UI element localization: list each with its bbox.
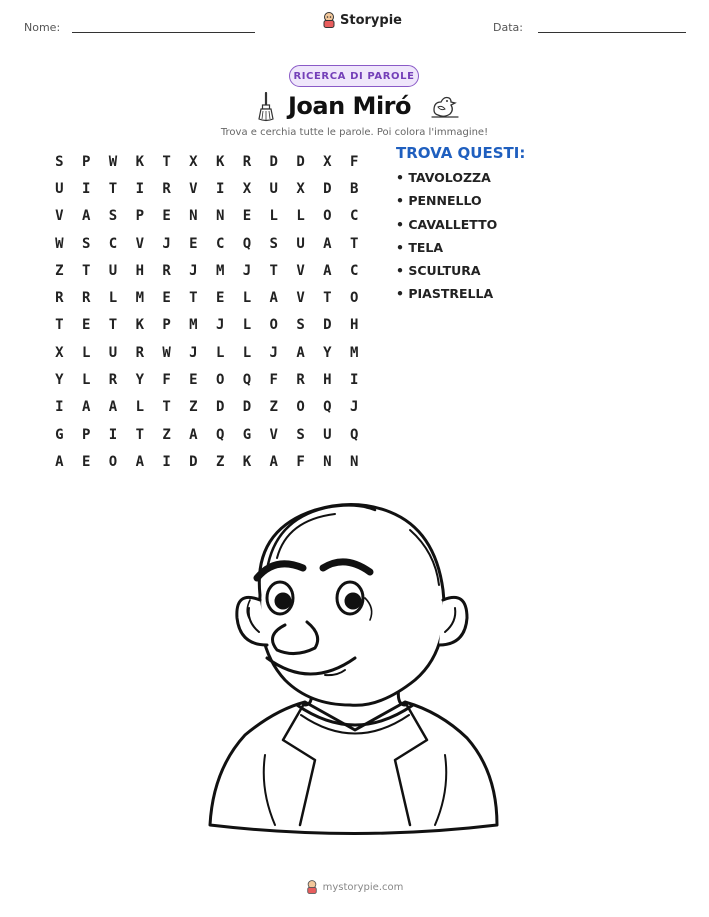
grid-cell[interactable]: X: [242, 180, 252, 197]
grid-cell[interactable]: V: [296, 290, 305, 307]
grid-cell[interactable]: I: [55, 399, 64, 416]
grid-cell[interactable]: N: [323, 453, 332, 470]
activity-badge: RICERCA DI PAROLE: [289, 65, 419, 87]
grid-cell[interactable]: F: [349, 153, 359, 170]
grid-cell[interactable]: O: [349, 290, 359, 307]
grid-cell[interactable]: A: [108, 399, 118, 416]
grid-cell[interactable]: R: [242, 153, 252, 170]
grid-cell[interactable]: T: [108, 317, 118, 334]
grid-cell[interactable]: Y: [323, 344, 332, 361]
name-field[interactable]: [72, 32, 255, 33]
grid-cell[interactable]: A: [135, 453, 144, 470]
grid-cell[interactable]: R: [108, 372, 118, 389]
grid-cell[interactable]: R: [81, 290, 91, 307]
name-label: Nome:: [24, 21, 61, 34]
grid-cell[interactable]: B: [349, 180, 359, 197]
grid-cell[interactable]: Z: [269, 399, 278, 416]
instructions: Trova e cerchia tutte le parole. Poi colora l'immagine!: [220, 127, 489, 138]
title-row: [0, 92, 709, 124]
grid-cell[interactable]: K: [135, 153, 144, 170]
word-item: • SCULTURA: [396, 263, 481, 279]
grid-cell[interactable]: U: [323, 426, 332, 443]
grid-cell[interactable]: U: [296, 235, 305, 252]
grid-cell[interactable]: A: [81, 399, 91, 416]
grid-cell[interactable]: O: [269, 317, 278, 334]
grid-cell[interactable]: V: [296, 262, 305, 279]
grid-cell[interactable]: X: [189, 153, 198, 170]
grid-cell[interactable]: R: [296, 372, 305, 389]
paintbrush-icon: [255, 92, 277, 122]
grid-cell[interactable]: Y: [135, 372, 144, 389]
grid-cell[interactable]: H: [135, 262, 144, 279]
grid-cell[interactable]: L: [108, 290, 118, 307]
grid-cell[interactable]: P: [81, 153, 91, 170]
grid-cell[interactable]: T: [323, 290, 332, 307]
grid-cell[interactable]: Q: [242, 372, 252, 389]
grid-cell[interactable]: L: [81, 344, 91, 361]
grid-cell[interactable]: R: [162, 262, 171, 279]
grid-cell[interactable]: O: [215, 372, 225, 389]
grid-cell[interactable]: X: [296, 180, 305, 197]
grid-cell[interactable]: U: [269, 180, 278, 197]
grid-cell[interactable]: O: [323, 208, 332, 225]
grid-cell[interactable]: K: [215, 153, 225, 170]
grid-cell[interactable]: L: [215, 344, 225, 361]
brand-logo: [322, 12, 402, 28]
grid-cell[interactable]: L: [242, 290, 252, 307]
word-item: • CAVALLETTO: [396, 216, 498, 232]
grid-cell[interactable]: V: [189, 180, 198, 197]
grid-cell[interactable]: N: [215, 208, 225, 225]
grid-cell[interactable]: W: [162, 344, 171, 361]
grid-cell[interactable]: O: [108, 453, 118, 470]
grid-cell[interactable]: D: [189, 453, 198, 470]
grid-cell[interactable]: A: [269, 290, 278, 307]
grid-cell[interactable]: S: [269, 235, 278, 252]
grid-cell[interactable]: S: [296, 426, 305, 443]
grid-cell[interactable]: S: [81, 235, 91, 252]
grid-cell[interactable]: L: [81, 372, 91, 389]
grid-cell[interactable]: E: [189, 235, 198, 252]
date-field[interactable]: [538, 32, 686, 33]
grid-cell[interactable]: J: [189, 262, 198, 279]
coloring-illustration[interactable]: [205, 490, 505, 840]
grid-cell[interactable]: F: [269, 372, 278, 389]
grid-cell[interactable]: K: [135, 317, 144, 334]
grid-cell[interactable]: Z: [189, 399, 198, 416]
grid-cell[interactable]: F: [296, 453, 305, 470]
grid-cell[interactable]: I: [162, 453, 171, 470]
grid-cell[interactable]: E: [215, 290, 225, 307]
grid-cell[interactable]: N: [349, 453, 359, 470]
grid-cell[interactable]: E: [162, 290, 171, 307]
grid-cell[interactable]: T: [162, 153, 171, 170]
grid-cell[interactable]: T: [189, 290, 198, 307]
storypie-mascot-icon: [322, 12, 336, 28]
grid-cell[interactable]: D: [323, 317, 332, 334]
grid-cell[interactable]: W: [108, 153, 118, 170]
grid-cell[interactable]: R: [55, 290, 64, 307]
grid-cell[interactable]: J: [242, 262, 252, 279]
grid-cell[interactable]: X: [323, 153, 332, 170]
word-item: • PIASTRELLA: [396, 286, 494, 302]
grid-cell[interactable]: T: [135, 426, 144, 443]
grid-cell[interactable]: A: [269, 453, 278, 470]
grid-cell[interactable]: U: [108, 262, 118, 279]
grid-cell[interactable]: R: [135, 344, 144, 361]
grid-cell[interactable]: Z: [55, 262, 64, 279]
grid-cell[interactable]: E: [162, 208, 171, 225]
grid-cell[interactable]: L: [242, 344, 252, 361]
grid-cell[interactable]: C: [215, 235, 225, 252]
footer: [0, 880, 709, 894]
grid-cell[interactable]: Z: [215, 453, 225, 470]
grid-cell[interactable]: J: [349, 399, 359, 416]
grid-cell[interactable]: Q: [323, 399, 332, 416]
word-item: • TELA: [396, 239, 444, 255]
page-title: Joan Miró: [288, 92, 411, 120]
grid-cell[interactable]: J: [269, 344, 278, 361]
grid-cell[interactable]: C: [349, 262, 359, 279]
grid-cell[interactable]: A: [189, 426, 198, 443]
grid-cell[interactable]: A: [296, 344, 305, 361]
grid-cell[interactable]: V: [55, 208, 64, 225]
footer-site-link[interactable]: mystorypie.com: [322, 881, 404, 893]
grid-cell[interactable]: I: [215, 180, 225, 197]
grid-cell[interactable]: S: [55, 153, 64, 170]
grid-cell[interactable]: D: [269, 153, 278, 170]
grid-cell[interactable]: G: [242, 426, 252, 443]
grid-cell[interactable]: L: [296, 208, 305, 225]
grid-cell[interactable]: A: [323, 235, 332, 252]
grid-cell[interactable]: K: [242, 453, 252, 470]
grid-cell[interactable]: J: [162, 235, 171, 252]
grid-cell[interactable]: J: [189, 344, 198, 361]
grid-cell[interactable]: N: [189, 208, 198, 225]
grid-cell[interactable]: I: [81, 180, 91, 197]
grid-cell[interactable]: H: [323, 372, 332, 389]
word-list-heading: TROVA QUESTI:: [396, 144, 526, 162]
grid-cell[interactable]: L: [269, 208, 278, 225]
bird-icon: [430, 94, 460, 120]
grid-cell[interactable]: J: [215, 317, 225, 334]
grid-cell[interactable]: P: [162, 317, 171, 334]
storypie-mascot-icon: [306, 880, 318, 894]
word-item: • PENNELLO: [396, 193, 482, 209]
grid-cell[interactable]: Y: [55, 372, 64, 389]
grid-cell[interactable]: M: [189, 317, 198, 334]
grid-cell[interactable]: L: [242, 317, 252, 334]
grid-cell[interactable]: W: [55, 235, 64, 252]
grid-cell[interactable]: E: [81, 453, 91, 470]
grid-cell[interactable]: A: [323, 262, 332, 279]
grid-cell[interactable]: R: [162, 180, 171, 197]
grid-cell[interactable]: F: [162, 372, 171, 389]
grid-cell[interactable]: P: [135, 208, 144, 225]
grid-cell[interactable]: X: [55, 344, 64, 361]
grid-cell[interactable]: O: [296, 399, 305, 416]
grid-cell[interactable]: E: [242, 208, 252, 225]
grid-cell[interactable]: I: [135, 180, 144, 197]
grid-cell[interactable]: T: [55, 317, 64, 334]
grid-cell[interactable]: D: [242, 399, 252, 416]
grid-cell[interactable]: M: [215, 262, 225, 279]
grid-cell[interactable]: T: [108, 180, 118, 197]
grid-cell[interactable]: A: [81, 208, 91, 225]
grid-cell[interactable]: I: [349, 372, 359, 389]
grid-cell[interactable]: A: [55, 453, 64, 470]
grid-cell[interactable]: C: [349, 208, 359, 225]
word-search-grid[interactable]: [46, 148, 368, 476]
word-list: [396, 144, 525, 310]
grid-cell[interactable]: M: [135, 290, 144, 307]
brand-name: Storypie: [340, 12, 402, 28]
grid-cell[interactable]: E: [189, 372, 198, 389]
word-item: • TAVOLOZZA: [396, 170, 491, 185]
grid-cell[interactable]: Z: [162, 426, 171, 443]
grid-cell[interactable]: D: [215, 399, 225, 416]
date-label: Data:: [493, 21, 523, 34]
grid-cell[interactable]: Q: [349, 426, 359, 443]
grid-cell[interactable]: D: [296, 153, 305, 170]
grid-cell[interactable]: T: [269, 262, 278, 279]
grid-cell[interactable]: P: [81, 426, 91, 443]
grid-cell[interactable]: T: [349, 235, 359, 252]
grid-cell[interactable]: G: [55, 426, 64, 443]
grid-cell[interactable]: V: [269, 426, 278, 443]
grid-cell[interactable]: D: [323, 180, 332, 197]
grid-cell[interactable]: M: [349, 344, 359, 361]
grid-cell[interactable]: V: [135, 235, 144, 252]
grid-cell[interactable]: Q: [215, 426, 225, 443]
grid-cell[interactable]: U: [108, 344, 118, 361]
grid-cell[interactable]: U: [55, 180, 64, 197]
grid-cell[interactable]: E: [81, 317, 91, 334]
grid-cell[interactable]: T: [81, 262, 91, 279]
grid-cell[interactable]: H: [349, 317, 359, 334]
grid-cell[interactable]: S: [296, 317, 305, 334]
grid-cell[interactable]: I: [108, 426, 118, 443]
grid-cell[interactable]: C: [108, 235, 118, 252]
grid-cell[interactable]: T: [162, 399, 171, 416]
grid-cell[interactable]: Q: [242, 235, 252, 252]
grid-cell[interactable]: L: [135, 399, 144, 416]
grid-cell[interactable]: S: [108, 208, 118, 225]
